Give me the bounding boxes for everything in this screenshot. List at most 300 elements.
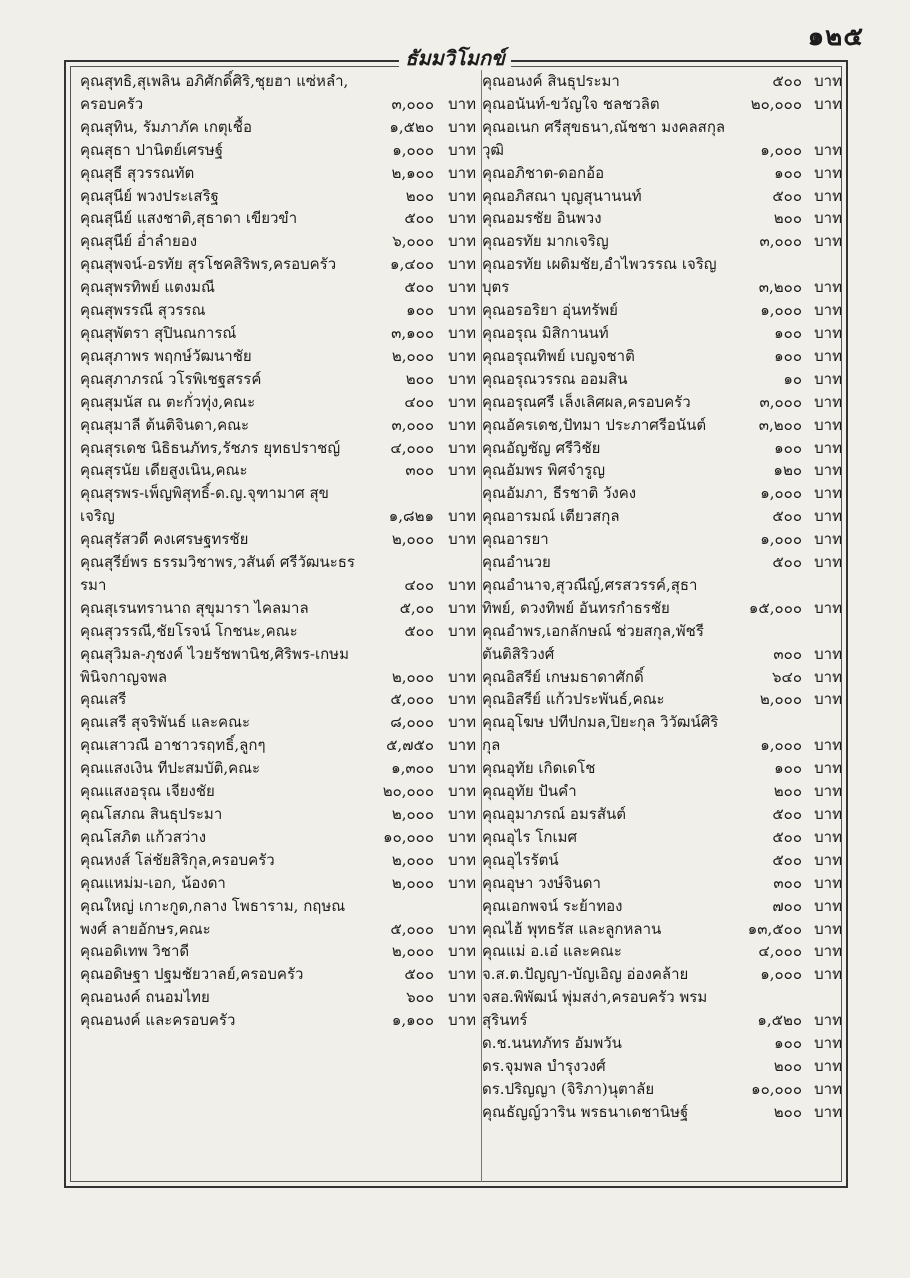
- currency-unit: บาท: [448, 392, 476, 411]
- donor-name: คุณอารมณ์ เตียวสกุล: [482, 507, 620, 526]
- donation-amount: ๒,๐๐๐: [391, 346, 434, 365]
- donation-amount: ๒๐๐: [405, 369, 434, 388]
- donation-amount: ๗๐๐: [772, 896, 802, 915]
- donation-amount: ๑๕,๐๐๐: [748, 598, 802, 617]
- donor-name: คุณสุรพร-เพ็ญพิสุทธิ์-ด.ญ.จุฑามาศ สุขเจริญ: [80, 484, 329, 526]
- donation-amount: ๖,๐๐๐: [392, 232, 434, 251]
- donor-entry: [80, 803, 480, 826]
- donor-entry: [482, 482, 842, 505]
- donor-name: คุณอัครเดช,ปัทมา ประภาศรีอนันต์: [482, 415, 707, 434]
- donation-amount: ๒๐,๐๐๐: [382, 782, 434, 801]
- currency-unit: บาท: [448, 94, 476, 113]
- donor-name: คุณอดิษฐา ปฐมชัยวาลย์,ครอบครัว: [80, 965, 304, 984]
- currency-unit: บาท: [448, 942, 476, 961]
- currency-unit: บาท: [448, 805, 476, 823]
- donor-entry: [482, 368, 842, 391]
- currency-unit: บาท: [814, 163, 842, 182]
- currency-unit: บาท: [814, 598, 842, 617]
- donation-amount: ๕๐๐: [772, 850, 802, 869]
- donor-name: คุณอรุณวรรณ ออมสิน: [482, 369, 628, 388]
- donor-name: คุณสุพรรณี สุวรรณ: [80, 301, 206, 320]
- currency-unit: บาท: [448, 713, 476, 732]
- donor-name: คุณอุไร โกเมศ: [482, 827, 578, 846]
- donor-name: ดร.จุมพล บำรุงวงศ์: [482, 1056, 606, 1075]
- donor-entry: [482, 1055, 842, 1078]
- donation-amount: ๔,๐๐๐: [758, 942, 802, 961]
- currency-unit: บาท: [814, 919, 842, 938]
- donor-entry: [482, 826, 842, 849]
- donation-amount: ๑,๐๐๐: [760, 965, 802, 984]
- currency-unit: บาท: [814, 827, 842, 846]
- donation-amount: ๕๐๐: [772, 827, 802, 846]
- donation-amount: ๔๐๐: [404, 575, 434, 594]
- donation-amount: ๒,๐๐๐: [391, 667, 434, 686]
- donation-amount: ๑,๕๒๐: [757, 1011, 802, 1030]
- donor-entry: [482, 322, 842, 345]
- donor-name: คุณแหม่ม-เอก, น้องดา: [80, 873, 226, 892]
- donor-name: คุณอรอริยา อุ่นทรัพย์: [482, 301, 618, 320]
- donor-name: คุณอรทัย เผดิมชัย,อำไพวรรณ เจริญบุตร: [482, 255, 717, 297]
- currency-unit: บาท: [448, 988, 476, 1007]
- donation-amount: ๑,๐๐๐: [760, 530, 802, 549]
- currency-unit: บาท: [814, 507, 842, 526]
- donor-name: คุณอุทัย เกิดเดโช: [482, 759, 596, 778]
- donor-name: คุณอัมพร พิศจำรูญ: [482, 461, 606, 480]
- donor-name: คุณสุนีย์ อ่ำลำยอง: [80, 232, 198, 251]
- currency-unit: บาท: [814, 690, 842, 709]
- donor-name: คุณเสรี: [80, 690, 127, 709]
- donor-name: คุณธัญญ์วาริน พรธนาเดชานิษฐ์: [482, 1102, 689, 1121]
- donation-amount: ๑,๐๐๐: [760, 736, 802, 755]
- donor-name: คุณโสภณ สินธุประมา: [80, 805, 223, 823]
- currency-unit: บาท: [814, 782, 842, 801]
- currency-unit: บาท: [448, 759, 476, 778]
- donor-entry: [482, 93, 842, 116]
- donation-amount: ๒๐๐: [773, 782, 802, 801]
- donor-entry: [80, 986, 480, 1009]
- donation-amount: ๕๐๐: [404, 621, 434, 640]
- donor-name: จ.ส.ต.ปัญญา-บัญเอิญ อ่องคล้าย: [482, 965, 689, 984]
- donor-entry: [80, 551, 480, 597]
- donor-entry: [482, 459, 842, 482]
- donor-name: คุณไฮ้ พุทธรัส และลูกหลาน: [482, 919, 662, 938]
- donor-name: คุณอุไรรัตน์: [482, 850, 559, 869]
- donor-entry: [80, 345, 480, 368]
- donor-name: คุณโสภิต แก้วสว่าง: [80, 827, 207, 846]
- donor-entry: [80, 459, 480, 482]
- header-title-text: ธัมมวิโมกข์: [399, 46, 511, 70]
- donor-entry: [482, 230, 842, 253]
- currency-unit: บาท: [814, 232, 842, 251]
- donor-entry: [482, 666, 842, 689]
- currency-unit: บาท: [448, 736, 476, 755]
- currency-unit: บาท: [448, 507, 476, 526]
- donor-name: คุณอภิสณา บุญสุนานนท์: [482, 186, 642, 205]
- donor-name: คุณอนงค์ สินธุประมา: [482, 72, 620, 90]
- donor-name: คุณอนงค์ และครอบครัว: [80, 1011, 236, 1030]
- donation-amount: ๑๐๐: [406, 301, 434, 320]
- donor-entry: [80, 780, 480, 803]
- donation-amount: ๒๐๐: [405, 186, 434, 205]
- donation-amount: ๔๐๐: [404, 392, 434, 411]
- currency-unit: บาท: [448, 140, 476, 159]
- donor-name: คุณสุรนัย เดียสูงเนิน,คณะ: [80, 461, 248, 480]
- donation-amount: ๑๐๐: [774, 346, 802, 365]
- currency-unit: บาท: [448, 163, 476, 182]
- donation-amount: ๒๐๐: [773, 1056, 802, 1075]
- donor-entry: [482, 551, 842, 574]
- donation-amount: ๓,๐๐๐: [759, 232, 802, 251]
- donor-name: คุณแสงอรุณ เจียงชัย: [80, 782, 215, 801]
- donation-amount: ๓,๒๐๐: [758, 278, 802, 297]
- donor-entry: [80, 437, 480, 460]
- currency-unit: บาท: [448, 598, 476, 617]
- donor-name: คุณสุนีย์ แสงชาติ,สุธาดา เขียวขำ: [80, 209, 298, 228]
- donation-amount: ๑,๐๐๐: [760, 140, 802, 159]
- donation-amount: ๕๐๐: [404, 278, 434, 297]
- currency-unit: บาท: [814, 140, 842, 159]
- currency-unit: บาท: [448, 117, 476, 136]
- donation-amount: ๕,๐๐: [399, 598, 434, 617]
- donor-name: คุณอุษา วงษ์จินดา: [482, 873, 601, 892]
- donor-name: คุณสุทธิ,สุเพลิน อภิศักดิ์ศิริ,ชุยฮา แซ่หลำ, ครอบครัว: [80, 72, 349, 113]
- donor-entry: [482, 780, 842, 803]
- donation-amount: ๑๐: [783, 369, 802, 388]
- donation-amount: ๑๐๐: [774, 438, 802, 457]
- donor-entry: [482, 620, 842, 666]
- donation-amount: ๘,๐๐๐: [390, 713, 434, 732]
- currency-unit: บาท: [814, 1011, 842, 1030]
- donor-entry: [80, 597, 480, 620]
- donor-entry: [482, 437, 842, 460]
- donation-amount: ๒,๐๐๐: [391, 805, 434, 823]
- donor-entry: [482, 986, 842, 1032]
- donation-amount: ๕๐๐: [772, 805, 802, 823]
- donor-entry: [80, 528, 480, 551]
- donor-entry: [482, 528, 842, 551]
- donor-name: คุณอรทัย มากเจริญ: [482, 232, 609, 251]
- donor-entry: [80, 872, 480, 895]
- currency-unit: บาท: [814, 278, 842, 297]
- currency-unit: บาท: [814, 415, 842, 434]
- page-header-title: [0, 42, 910, 74]
- donor-name: คุณอารยา: [482, 530, 549, 549]
- donation-amount: ๕๐๐: [772, 186, 802, 205]
- donor-entry: [80, 276, 480, 299]
- donor-entry: [80, 1009, 480, 1032]
- donation-amount: ๑,๘๒๑: [388, 507, 434, 526]
- donor-name: คุณอรุณศรี เล็งเลิศผล,ครอบครัว: [482, 392, 691, 411]
- donor-entry: [80, 849, 480, 872]
- donor-entry: [482, 849, 842, 872]
- donor-entry: [482, 299, 842, 322]
- donor-entry: [482, 345, 842, 368]
- donor-entry: [482, 1032, 842, 1055]
- donor-name: คุณสุมาลี ต้นติจินดา,คณะ: [80, 415, 250, 434]
- donor-entry: [482, 162, 842, 185]
- currency-unit: บาท: [448, 827, 476, 846]
- currency-unit: บาท: [448, 369, 476, 388]
- donation-amount: ๑๐,๐๐๐: [383, 827, 434, 846]
- currency-unit: บาท: [814, 72, 842, 90]
- donor-name: คุณเสาวณี อาชาวรฤทธิ์,ลูกๆ: [80, 736, 266, 755]
- donor-entry: [80, 391, 480, 414]
- donor-name: คุณหงส์ โล่ชัยสิริกุล,ครอบครัว: [80, 850, 275, 869]
- donor-entry: [482, 895, 842, 918]
- currency-unit: บาท: [448, 278, 476, 297]
- donation-amount: ๔,๐๐๐: [390, 438, 434, 457]
- donor-entry: [80, 826, 480, 849]
- currency-unit: บาท: [448, 232, 476, 251]
- donor-name: คุณอุโฆษ ปทีปกมล,ปิยะกุล วิวัฒน์ศิริกุล: [482, 713, 719, 755]
- currency-unit: บาท: [448, 621, 476, 640]
- donor-name: คุณสุภาพร พฤกษ์วัฒนาชัย: [80, 346, 252, 365]
- donation-amount: ๑๐๐: [774, 759, 802, 778]
- donor-name: คุณอดิเทพ วิชาดี: [80, 942, 190, 961]
- donation-amount: ๕๐๐: [404, 965, 434, 984]
- donation-amount: ๑๓,๕๐๐: [747, 919, 802, 938]
- donor-name: คุณอมรชัย อินพวง: [482, 209, 602, 228]
- donor-name: คุณเอกพจน์ ระย้าทอง: [482, 896, 623, 915]
- currency-unit: บาท: [814, 644, 842, 663]
- donation-amount: ๓,๐๐๐: [391, 94, 434, 113]
- currency-unit: บาท: [448, 667, 476, 686]
- donor-name: คุณอเนก ศรีสุขธนา,ณัชชา มงคลสกุลวุฒิ: [482, 117, 726, 159]
- donor-entry: [80, 162, 480, 185]
- donor-name: คุณสุพจน์-อรทัย สุรโชคสิริพร,ครอบครัว: [80, 255, 337, 274]
- donation-amount: ๑๐๐: [774, 163, 802, 182]
- donor-entry: [482, 391, 842, 414]
- donor-entry: [482, 918, 842, 941]
- donor-list-right: [482, 70, 842, 1124]
- currency-unit: บาท: [814, 553, 842, 572]
- donor-name: คุณสุทิน, รัมภาภัค เกตุเชื้อ: [80, 117, 252, 136]
- donation-amount: ๒,๐๐๐: [391, 873, 434, 892]
- donor-entry: [80, 643, 480, 689]
- donor-entry: [80, 322, 480, 345]
- donor-name: คุณอรุณทิพย์ เบญจชาติ: [482, 346, 635, 365]
- donor-entry: [482, 940, 842, 963]
- currency-unit: บาท: [448, 438, 476, 457]
- donor-entry: [80, 139, 480, 162]
- currency-unit: บาท: [448, 782, 476, 801]
- currency-unit: บาท: [814, 186, 842, 205]
- donor-entry: [482, 1078, 842, 1101]
- donor-entry: [80, 414, 480, 437]
- donor-name: คุณอัญชัญ ศรีวิชัย: [482, 438, 601, 457]
- donor-entry: [80, 711, 480, 734]
- donation-amount: ๑๐๐: [774, 323, 802, 342]
- currency-unit: บาท: [814, 667, 842, 686]
- donor-name: คุณอรุณ มิสิกานนท์: [482, 323, 609, 342]
- donor-entry: [482, 757, 842, 780]
- donation-amount: ๕,๗๕๐: [386, 736, 434, 755]
- donor-entry: [482, 185, 842, 208]
- currency-unit: บาท: [814, 942, 842, 961]
- donor-entry: [482, 688, 842, 711]
- donor-entry: [482, 505, 842, 528]
- donor-name: คุณสุภาภรณ์ วโรพิเชฐสรรค์: [80, 369, 262, 388]
- donor-entry: [80, 207, 480, 230]
- currency-unit: บาท: [814, 484, 842, 503]
- donor-name: จสอ.พิพัฒน์ พุ่มสง่า,ครอบครัว พรมสุรินทร์: [482, 988, 708, 1030]
- currency-unit: บาท: [448, 1011, 476, 1030]
- donation-amount: ๑,๔๐๐: [390, 255, 434, 274]
- currency-unit: บาท: [814, 301, 842, 320]
- donor-entry: [482, 872, 842, 895]
- donor-name: คุณอิสรีย์ เกษมธาดาศักดิ์: [482, 667, 644, 686]
- currency-unit: บาท: [448, 461, 476, 480]
- donor-name: ด.ช.นนทภัทร อัมพวัน: [482, 1034, 622, 1053]
- donor-name: คุณอิสรีย์ แก้วประพันธ์,คณะ: [482, 690, 665, 709]
- donor-entry: [80, 895, 480, 941]
- donation-amount: ๒,๑๐๐: [391, 163, 434, 182]
- donor-entry: [482, 574, 842, 620]
- page-number: ๑๒๕: [807, 22, 864, 52]
- donor-entry: [80, 299, 480, 322]
- donation-amount: ๒,๐๐๐: [391, 942, 434, 961]
- donation-amount: ๓,๑๐๐: [391, 323, 434, 342]
- donor-entry: [482, 253, 842, 299]
- donor-entry: [80, 620, 480, 643]
- currency-unit: บาท: [448, 255, 476, 274]
- donor-entry: [80, 116, 480, 139]
- currency-unit: บาท: [448, 323, 476, 342]
- donor-entry: [482, 803, 842, 826]
- donor-entry: [80, 757, 480, 780]
- donation-amount: ๑๐,๐๐๐: [751, 1079, 802, 1098]
- donation-amount: ๒,๐๐๐: [391, 850, 434, 869]
- currency-unit: บาท: [814, 965, 842, 984]
- donation-amount: ๑,๓๐๐: [391, 759, 434, 778]
- donation-amount: ๓๐๐: [773, 644, 802, 663]
- currency-unit: บาท: [814, 873, 842, 892]
- donor-list-left: [80, 70, 480, 1032]
- donor-entry: [482, 963, 842, 986]
- donor-name: คุณอุมาภรณ์ อมรสันต์: [482, 805, 627, 823]
- donor-entry: [482, 207, 842, 230]
- donor-name: คุณเสรี สุจริพันธ์ และคณะ: [80, 713, 251, 732]
- currency-unit: บาท: [814, 346, 842, 365]
- currency-unit: บาท: [448, 209, 476, 228]
- donation-amount: ๑,๕๒๐: [389, 117, 434, 136]
- currency-unit: บาท: [814, 438, 842, 457]
- donor-name: คุณสุเรนทรานาถ สุขุมารา ไคลมาล: [80, 598, 309, 617]
- donor-entry: [482, 711, 842, 757]
- donor-name: คุณสุพัตรา สุปินณการณ์: [80, 323, 237, 342]
- currency-unit: บาท: [814, 1056, 842, 1075]
- donor-entry: [80, 185, 480, 208]
- donor-name: คุณอภิชาต-ดอกอ้อ: [482, 163, 605, 182]
- donation-amount: ๕๐๐: [772, 553, 802, 572]
- donation-amount: ๑,๑๐๐: [391, 1011, 434, 1030]
- currency-unit: บาท: [448, 850, 476, 869]
- donation-amount: ๓๐๐: [773, 873, 802, 892]
- currency-unit: บาท: [814, 736, 842, 755]
- donor-entry: [482, 414, 842, 437]
- currency-unit: บาท: [814, 94, 842, 113]
- donor-name: คุณสุวิมล-ภุชงค์ ไวยรัชพานิช,ศิริพร-เกษม พินิจกาญจพล: [80, 644, 349, 686]
- donor-entry: [80, 70, 480, 116]
- donation-amount: ๓,๒๐๐: [758, 415, 802, 434]
- donor-name: คุณใหญ่ เกาะกูด,กลาง โพธาราม, กฤษณพงศ์ ลายอักษร,คณะ: [80, 896, 346, 938]
- donation-amount: ๑,๐๐๐: [760, 484, 802, 503]
- donor-name: ดร.ปริญญา (จิริภา)นุตาลัย: [482, 1079, 655, 1098]
- donor-entry: [80, 688, 480, 711]
- donation-amount: ๕๐๐: [772, 72, 802, 90]
- donor-entry: [80, 230, 480, 253]
- donor-entry: [80, 368, 480, 391]
- donor-name: คุณอัมภา, ธีรชาติ วังคง: [482, 484, 637, 503]
- currency-unit: บาท: [814, 1079, 842, 1098]
- donation-amount: ๕,๐๐๐: [390, 690, 434, 709]
- donor-name: คุณอำนาจ,สุวณีญ์,ศรสวรรค์,สุธาทิพย์, ดวงทิพย์ อันทรกำธรชัย: [482, 575, 698, 617]
- currency-unit: บาท: [814, 850, 842, 869]
- currency-unit: บาท: [448, 873, 476, 892]
- donor-name: คุณอำพร,เอกลักษณ์ ช่วยสกุล,พัชรี ตันติสิริวงศ์: [482, 621, 704, 663]
- currency-unit: บาท: [448, 690, 476, 709]
- currency-unit: บาท: [448, 530, 476, 549]
- donor-name: คุณอนงค์ ถนอมไทย: [80, 988, 210, 1007]
- donor-name: คุณสุรีย์พร ธรรมวิชาพร,วสันต์ ศรีวัฒนะธรรมา: [80, 553, 355, 594]
- currency-unit: บาท: [448, 415, 476, 434]
- donation-amount: ๒๐,๐๐๐: [750, 94, 802, 113]
- donor-name: คุณอนันท์-ขวัญใจ ชลชวลิต: [482, 94, 660, 113]
- donor-entry: [80, 940, 480, 963]
- donation-amount: ๕,๐๐๐: [390, 919, 434, 938]
- donation-amount: ๖๐๐: [406, 988, 434, 1007]
- donation-amount: ๕๐๐: [772, 507, 802, 526]
- donor-entry: [80, 734, 480, 757]
- donation-amount: ๒๐๐: [773, 1102, 802, 1121]
- donation-amount: ๕๐๐: [404, 209, 434, 228]
- donation-amount: ๓,๐๐๐: [759, 392, 802, 411]
- donor-entry: [482, 116, 842, 162]
- donation-amount: ๑,๐๐๐: [760, 301, 802, 320]
- donor-name: คุณสุรเดช นิธิธนภัทร,รัชภร ยุทธปราชญ์: [80, 438, 341, 457]
- currency-unit: บาท: [814, 461, 842, 480]
- donor-name: คุณแสงเงิน ทีปะสมบัติ,คณะ: [80, 759, 261, 778]
- donor-name: คุณอุทัย ปันคำ: [482, 782, 577, 801]
- donor-entry: [80, 253, 480, 276]
- donor-name: คุณสุพรทิพย์ แตงมณี: [80, 278, 215, 297]
- donation-amount: ๑๒๐: [773, 461, 802, 480]
- donor-entry: [482, 1101, 842, 1124]
- currency-unit: บาท: [448, 346, 476, 365]
- donation-amount: ๖๔๐: [771, 667, 802, 686]
- currency-unit: บาท: [448, 919, 476, 938]
- donor-name: คุณสุธา ปานิตย์เศรษฐ์: [80, 140, 224, 159]
- currency-unit: บาท: [448, 575, 476, 594]
- donor-name: คุณสุธี สุวรรณทัต: [80, 163, 195, 182]
- currency-unit: บาท: [814, 369, 842, 388]
- currency-unit: บาท: [814, 896, 842, 915]
- currency-unit: บาท: [814, 392, 842, 411]
- donor-entry: [80, 963, 480, 986]
- donor-name: คุณสุมนัส ณ ตะกั่วทุ่ง,คณะ: [80, 392, 256, 411]
- currency-unit: บาท: [814, 1034, 842, 1053]
- donation-amount: ๒,๐๐๐: [391, 530, 434, 549]
- donation-amount: ๑๐๐: [774, 1034, 802, 1053]
- currency-unit: บาท: [814, 1102, 842, 1121]
- currency-unit: บาท: [814, 323, 842, 342]
- currency-unit: บาท: [448, 301, 476, 320]
- donation-amount: ๑,๐๐๐: [392, 140, 434, 159]
- donor-name: คุณสุนีย์ พวงประเสริฐ: [80, 186, 219, 205]
- currency-unit: บาท: [814, 530, 842, 549]
- currency-unit: บาท: [814, 759, 842, 778]
- currency-unit: บาท: [814, 209, 842, 228]
